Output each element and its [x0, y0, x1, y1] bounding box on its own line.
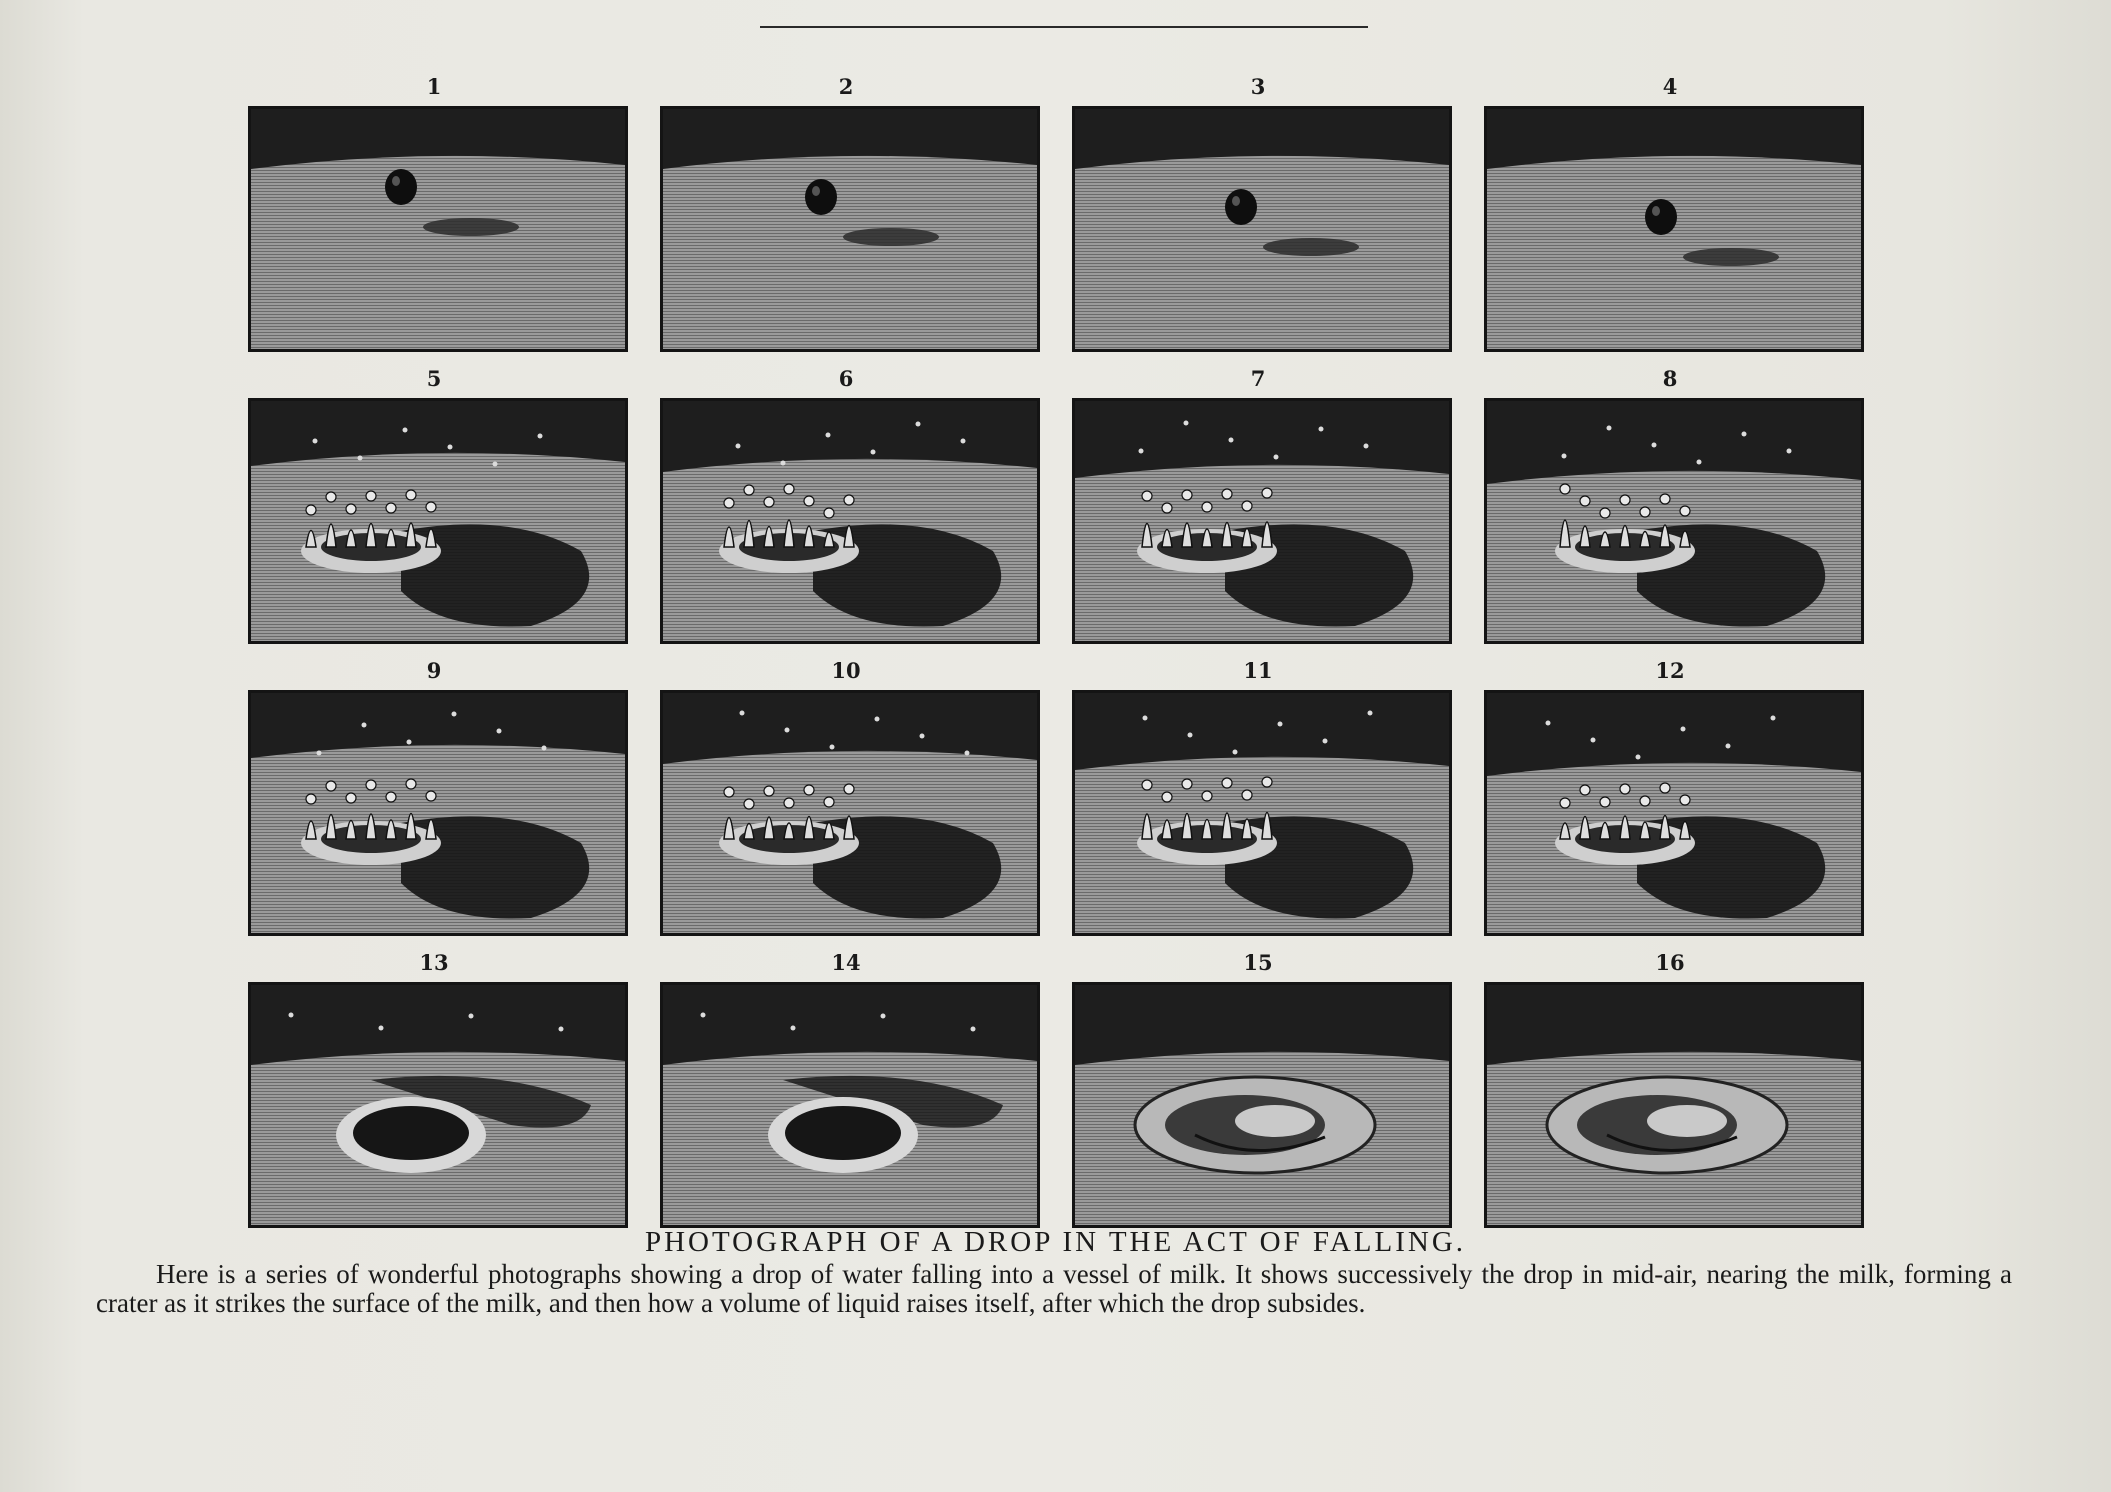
- drop-photograph: [1072, 398, 1452, 644]
- frame-cell: [1064, 946, 1452, 1238]
- drop-photograph: [1072, 690, 1452, 936]
- frame-cell: [652, 654, 1040, 946]
- frame-cell: [1064, 654, 1452, 946]
- frame-cell: [1476, 70, 1864, 362]
- photo-plate-grid: [240, 70, 1866, 1238]
- plate-caption-text: Here is a series of wonderful photographs showing a drop of water falling into a vessel of milk. It shows successively the drop in mid-air, nearing the milk, forming a crater as it strikes the surface of the milk, and then how a volume of liquid raises itself, after which the drop subsides.: [96, 1259, 2012, 1318]
- frame-cell: [240, 946, 628, 1238]
- photograph-illustration: [663, 985, 1037, 1225]
- drop-photograph: [660, 398, 1040, 644]
- drop-photograph: [248, 398, 628, 644]
- photograph-illustration: [251, 693, 625, 933]
- frame-number: 6: [838, 366, 854, 391]
- frame-cell: [1476, 362, 1864, 654]
- drop-photograph: [1484, 982, 1864, 1228]
- frame-cell: [240, 654, 628, 946]
- plate-caption-title: PHOTOGRAPH OF A DROP IN THE ACT OF FALLING.: [644, 1226, 1467, 1258]
- photograph-illustration: [1487, 401, 1861, 641]
- drop-photograph: [660, 982, 1040, 1228]
- drop-photograph: [248, 106, 628, 352]
- frame-number: 3: [1250, 74, 1266, 99]
- frame-number: 5: [426, 366, 442, 391]
- photograph-illustration: [251, 401, 625, 641]
- frame-cell: [652, 70, 1040, 362]
- drop-photograph: [1484, 690, 1864, 936]
- drop-photograph: [1072, 982, 1452, 1228]
- photograph-illustration: [663, 109, 1037, 349]
- frame-cell: [1476, 654, 1864, 946]
- frame-number: 13: [419, 950, 449, 975]
- frame-number: 9: [426, 658, 442, 683]
- photograph-illustration: [251, 985, 625, 1225]
- frame-number: 8: [1662, 366, 1678, 391]
- frame-number: 10: [831, 658, 861, 683]
- frame-number: 1: [426, 74, 442, 99]
- photograph-illustration: [1075, 109, 1449, 349]
- top-rule: [760, 26, 1368, 28]
- frame-cell: [240, 362, 628, 654]
- photograph-illustration: [663, 693, 1037, 933]
- frame-cell: [1476, 946, 1864, 1238]
- photograph-illustration: [1487, 109, 1861, 349]
- frame-number: 2: [838, 74, 854, 99]
- photograph-illustration: [1487, 693, 1861, 933]
- frame-cell: [240, 70, 628, 362]
- frame-number: 11: [1243, 658, 1273, 683]
- photograph-illustration: [1075, 985, 1449, 1225]
- drop-photograph: [1484, 398, 1864, 644]
- drop-photograph: [248, 690, 628, 936]
- photograph-illustration: [663, 401, 1037, 641]
- drop-photograph: [1484, 106, 1864, 352]
- drop-photograph: [1072, 106, 1452, 352]
- drop-photograph: [248, 982, 628, 1228]
- drop-photograph: [660, 106, 1040, 352]
- frame-number: 14: [831, 950, 861, 975]
- frame-cell: [652, 946, 1040, 1238]
- photograph-illustration: [1075, 693, 1449, 933]
- photograph-illustration: [251, 109, 625, 349]
- frame-cell: [652, 362, 1040, 654]
- photograph-illustration: [1487, 985, 1861, 1225]
- photograph-illustration: [1075, 401, 1449, 641]
- frame-number: 15: [1243, 950, 1273, 975]
- frame-number: 12: [1655, 658, 1685, 683]
- frame-cell: [1064, 362, 1452, 654]
- frame-number: 16: [1655, 950, 1685, 975]
- drop-photograph: [660, 690, 1040, 936]
- frame-number: 7: [1250, 366, 1266, 391]
- frame-cell: [1064, 70, 1452, 362]
- frame-number: 4: [1662, 74, 1678, 99]
